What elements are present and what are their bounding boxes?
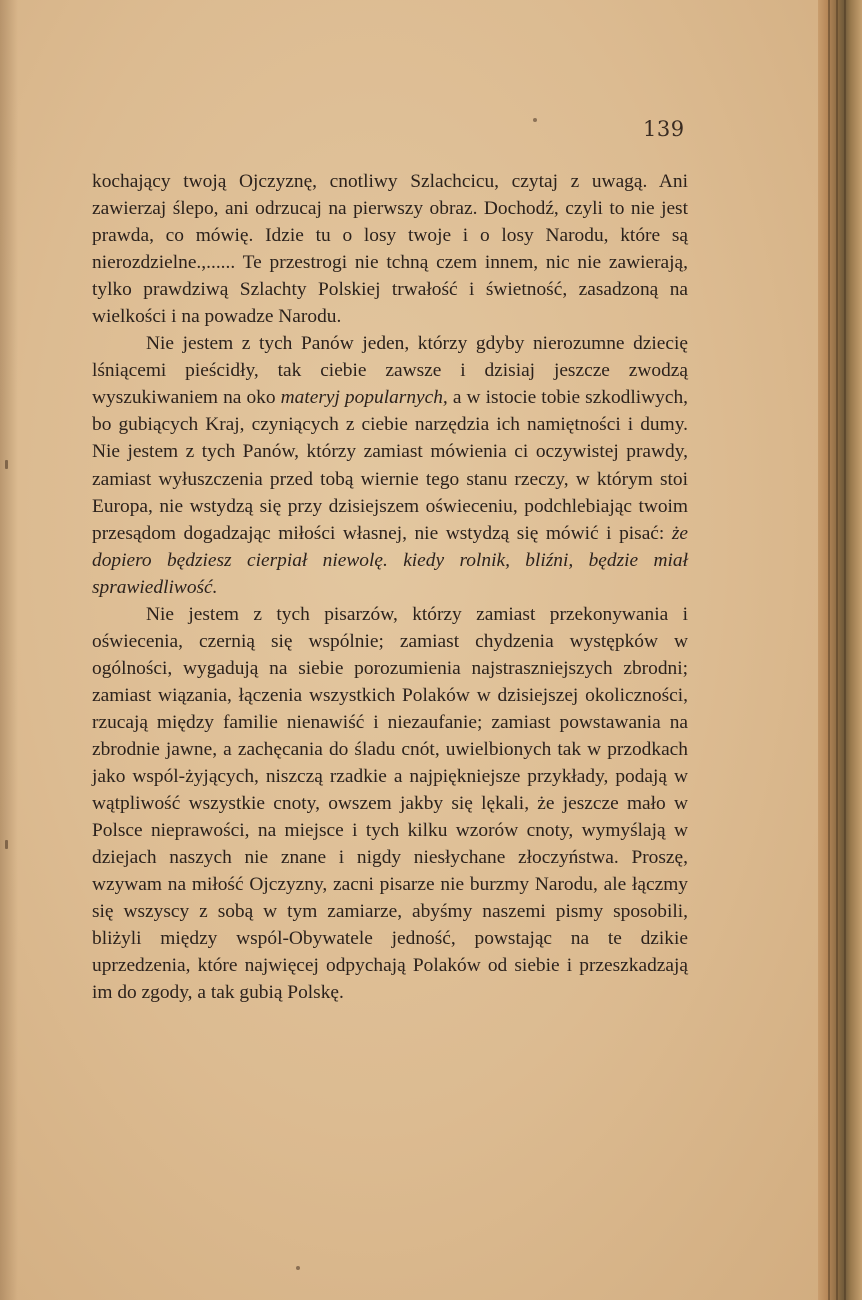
paragraph-2 [92,330,688,600]
edge-line [828,0,830,1300]
page-number: 139 [643,117,685,141]
spine-shadow [0,0,18,1300]
book-edge [818,0,862,1300]
paragraph-2-text-a: Nie jestem z tych Panów jeden, którzy gdyby nierozumne dziecię lśniącemi pieścidły, tak ciebie zawsze i dzisiaj jeszcze zwodzą wyszukiwaniem na oko [92,333,688,409]
paragraph-1: kochający twoją Ojczyznę, cnotliwy Szlachcicu, czytaj z uwagą. Ani zawierzaj ślepo, ani odrzucaj na pierwszy obraz. Dochodź, czyli to nie jest prawda, co mówię. Idzie tu o losy twoje i o losy Narodu, które są nierozdzielne.,...... Te przestrogi nie tchną czem innem, nic nie zawierają, tylko prawdziwą Szlachty Polskiej trwałość i świetność, zasadzoną na wielkości i na powadze Narodu. [92,171,688,328]
paper-speck [5,840,8,849]
paper-speck [533,118,537,122]
paragraph-2-text-c: a w istocie tobie szkodliwych, bo gubiących Kraj, czyniących z ciebie narzędzia ich namiętności i dumy. Nie jestem z tych Panów, którzy zamiast mówienia ci oczywistej prawdy, zamiast wyłuszczenia przed tobą wiernie tego stanu rzeczy, w którym stoi Europa, nie wstydzą się przy dzisiejszem oświeceniu, podchlebiając twoim przesądom dogadzając miłości własnej, nie wstydzą się mówić i pisać: [92,387,688,544]
paragraph-3: Nie jestem z tych pisarzów, którzy zamiast przekonywania i oświecenia, czernią się wspólnie; zamiast chydzenia występków w ogólności, wygadują na siebie porozumienia najstraszniejszych zbrodni; zamiast wiązania, łączenia wszystkich Polaków w dzisiejszej okoliczności, rzucają między familie nienawiść i niezaufanie; zamiast powstawania na zbrodnie jawne, a zachęcania do śladu cnót, uwielbionych tak w przodkach jako wspól-żyjących, niszczą rzadkie a najpiękniejsze przykłady, podają w wątpliwość wszystkie cnoty, owszem jakby się lękali, że jeszcze mało w Polsce nieprawości, na miejsce i tych kilku wzorów cnoty, wymyślają w dziejach naszych nie znane i nigdy niesłychane złoczyństwa. Proszę, wzywam na miłość Ojczyzny, zacni pisarze nie burzmy Narodu, ale łączmy się wszyscy z sobą w tym zamiarze, abyśmy naszemi pismy sposobili, bliżyli między wspól-Obywatele jedność, powstając na te dzikie uprzedzenia, które najwięcej odpychają Polaków od siebie i przeszkadzają im do zgody, a tak gubią Polskę. [92,603,688,1004]
edge-line [836,0,838,1300]
paragraph-2-italic-phrase: materyj popularnych, [280,387,448,409]
paragraph-2-italic-quote: że dopiero będziesz cierpiał niewolę. kiedy rolnik, bliźni, będzie miał sprawiedliwość. [92,522,688,598]
paper-speck [296,1266,300,1270]
paper-speck [5,460,8,469]
edge-line [844,0,846,1300]
page-text [92,168,688,1006]
